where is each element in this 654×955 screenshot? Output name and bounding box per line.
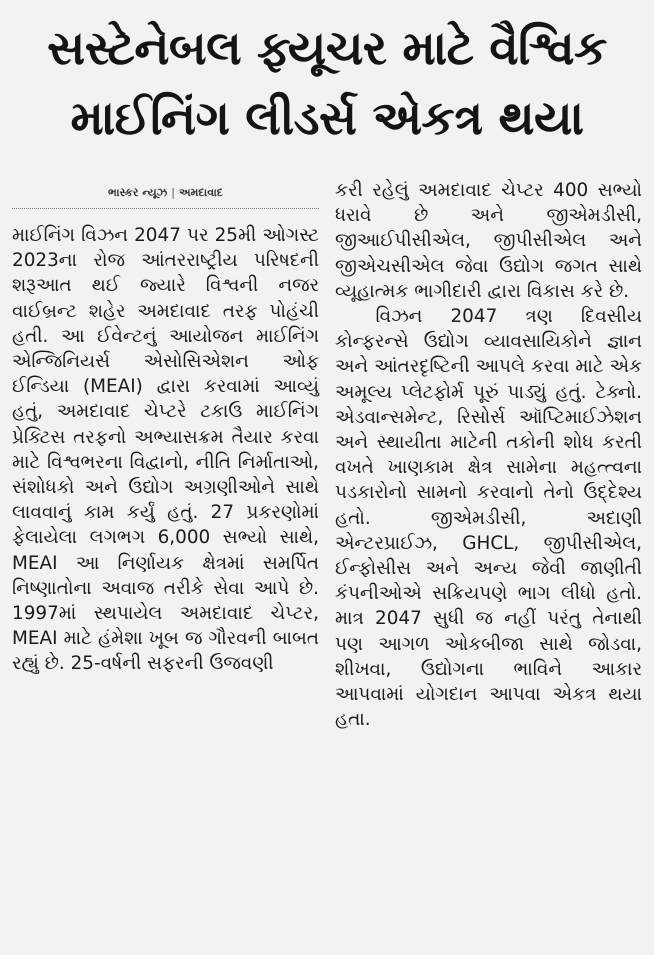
dateline (12, 178, 319, 209)
dateline-separator: | (171, 186, 176, 199)
paragraph-1: માઈનિંગ વિઝન 2047 પર 25મી ઓગસ્ટ 2023ના રોજ આંતરરાષ્ટ્રીય પરિષદની શરૂઆત થઈ જ્યારે વિશ્વની નજર વાઈબ્રન્ટ શહેર અમદાવાદ તરફ પોહંચી હતી. આ ઈવેન્ટનું આયોજન માઈનિંગ એન્જિનિયર્સ એસોસિએશન ઓફ ઈન્ડિયા (MEAI) દ્વારા કરવામાં આવ્યું હતું, અમદાવાદ ચેપ્ટરે ટકાઉ માઈનિંગ પ્રેક્ટિસ તરફનો અભ્યાસક્રમ તૈયાર કરવા માટે વિશ્વભરના વિદ્વાનો, નીતિ નિર્માતાઓ, સંશોધકો અને ઉદ્યોગ અગ્રણીઓને સાથે લાવવાનું કામ કર્યું હતું. 27 પ્રકરણોમાં ફેલાયેલા લગભગ 6,000 સભ્યો સાથે, MEAI આ નિર્ણાયક ક્ષેત્રમાં સમર્પિત નિષ્ણાતોના અવાજ તરીકે સેવા આપે છે. 1997માં સ્થપાયેલ અમદાવાદ ચેપ્ટર, MEAI માટે હંમેશા ખૂબ જ ગૌરવની બાબત રહ્યું છે. 25-વર્ષની સફરની ઉજવણી (12, 225, 319, 675)
article-body (12, 178, 642, 949)
column-left (12, 178, 319, 949)
headline-line-1: સસ્ટેનેબલ ફ્યૂચર માટે વૈશ્વિક (47, 21, 607, 76)
headline-line-2: માઈનિંગ લીડર્સ એકત્ર થયા (70, 91, 584, 146)
headline (10, 0, 644, 154)
column-right (335, 178, 642, 949)
paragraph-2: કરી રહેલું અમદાવાદ ચેપ્ટર 400 સભ્યો ધરાવે છે અને જીએમડીસી, જીઆઈપીસીએલ, જીપીસીએલ અને જીએચસીએલ જેવા ઉદ્યોગ જગત સાથે વ્યૂહાત્મક ભાગીદારી દ્વારા વિકાસ કરે છે. (335, 180, 642, 302)
dateline-city: અમદાવાદ (179, 186, 223, 199)
paragraph-3: વિઝન 2047 ત્રણ દિવસીય કોન્ફરન્સે ઉદ્યોગ વ્યાવસાયિકોને જ્ઞાન અને આંતરદૃષ્ટિની આપલે કરવા માટે એક અમૂલ્ય પ્લેટફોર્મ પૂરું પાડ્યું હતું. ટેક્નો. એડવાન્સમેન્ટ, રિસોર્સ ઑપ્ટિમાઈઝેશન અને સ્થાયીતા માટેની તકોની શોધ કરતી વખતે ખાણકામ ક્ષેત્ર સામેના મહત્ત્વના પડકારોનો સામનો કરવાનો તેનો ઉદ્દેશ્ય હતો. જીએમડીસી, અદાણી એન્ટરપ્રાઈઝ, GHCL, જીપીસીએલ, ઈન્ફોસીસ અને અન્ય જેવી જાણીતી કંપનીઓએ સક્રિયપણે ભાગ લીધો હતો. માત્ર 2047 સુધી જ નહીં પરંતુ તેનાથી પણ આગળ ઓકબીજા સાથે જોડવા, શીખવા, ઉદ્યોગના ભાવિને આકાર આપવામાં યોગદાન આપવા એકત્ર થયા હતા. (335, 306, 642, 731)
dateline-source: ભાસ્કર ન્યૂઝ (108, 186, 168, 199)
